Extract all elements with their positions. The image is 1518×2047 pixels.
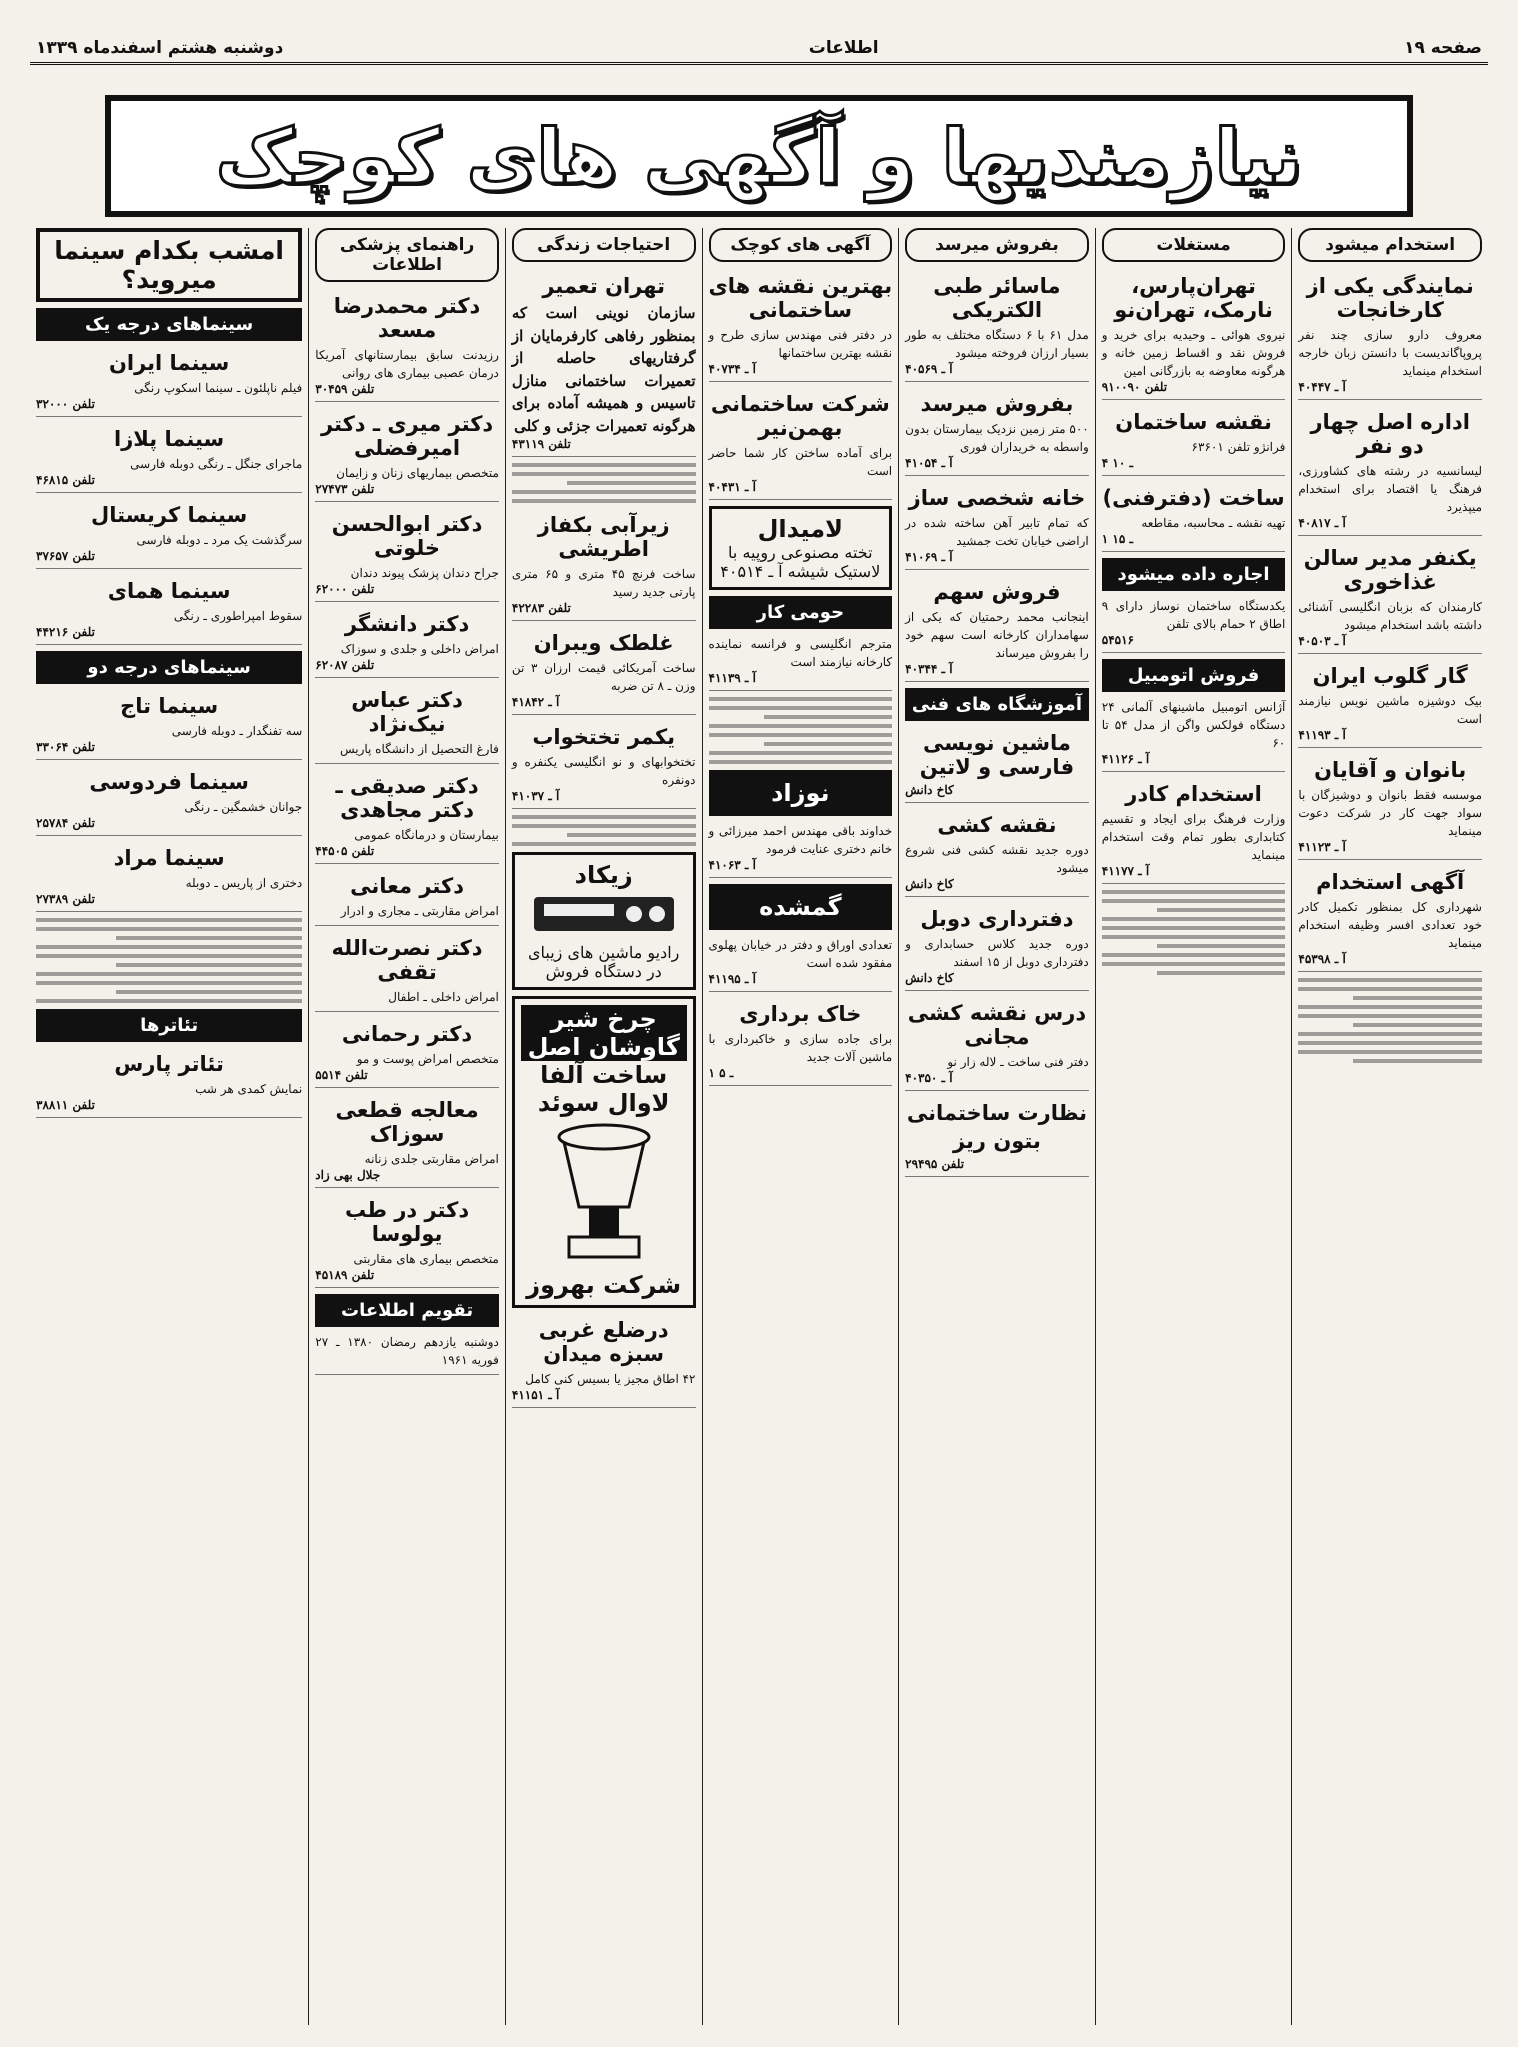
- ad-title: تئاتر پارس: [114, 1052, 224, 1076]
- column-medical-guide: [308, 228, 505, 2025]
- ad-text: دوشنبه یازدهم رمضان ۱۳۸۰ ـ ۲۷ فوریه ۱۹۶۱: [315, 1335, 499, 1367]
- text-lines: [709, 697, 893, 764]
- ad-title: دکتر صدیقی ـ دکتر مجاهدی: [335, 774, 479, 822]
- ad-title: زیرآبی بکفاز اطریشی: [537, 513, 670, 561]
- ad-item: [1298, 406, 1482, 536]
- ad-text: مترجم انگلیسی و فرانسه نماینده کارخانه نیازمند است: [708, 637, 893, 669]
- ad-code: تلفن ۳۷۶۵۷: [36, 549, 95, 563]
- ad-code: ۱ ـ ۱۵: [1101, 532, 1133, 546]
- ad-text: ۵۰۰ متر زمین نزدیک بیمارستان بدون واسطه به خریداران فوری: [905, 422, 1089, 454]
- ad-title: ماسائر طبی الکتریکی: [933, 274, 1061, 322]
- ad-code: آ ـ ۴۰۳۵۰: [905, 1071, 953, 1085]
- ad-box: [512, 996, 696, 1308]
- cinema-listing: [36, 690, 302, 760]
- ad-item: [315, 770, 499, 864]
- ad-item: [512, 721, 696, 809]
- ad-title: بفروش میرسد: [920, 392, 1074, 416]
- ad-title: زیکاد: [574, 861, 633, 889]
- text-lines: [512, 815, 696, 846]
- ad-title: ساخت (دفترفنی): [1102, 486, 1285, 510]
- ad-title: دکتر ابوالحسن خلوتی: [331, 512, 483, 560]
- ad-title: غلطک ویبران: [533, 631, 674, 655]
- ad-item: [512, 627, 696, 715]
- ad-code: تلفن ۴۴۵۰۵: [315, 844, 375, 858]
- ad-item: [1298, 660, 1482, 748]
- ad-code: آ ـ ۴۱۱۹۵: [708, 972, 756, 986]
- ad-text: ۴۲ اطاق مجیز یا بسیس کنی کامل: [525, 1372, 696, 1386]
- ad-code: آ ـ ۴۱۰۵۴: [905, 456, 953, 470]
- ad-item: [1102, 778, 1286, 884]
- ad-text: دختری از پاریس ـ دوبله: [185, 876, 303, 890]
- page-header: [30, 28, 1488, 65]
- ad-item: [1102, 406, 1286, 476]
- ad-code: تلفن ۶۲۰۸۷: [315, 658, 375, 672]
- ad-subtitle: ساخت آلفا لاوال سوئد: [537, 1061, 670, 1117]
- ad-item: [709, 822, 893, 878]
- column-real-estate: [1095, 228, 1292, 2025]
- ad-subtitle: بتون ریز: [952, 1129, 1041, 1153]
- ad-item: [709, 270, 893, 382]
- ad-box-dark: [709, 770, 893, 816]
- ad-code: تلفن ۴۲۲۸۳: [511, 601, 571, 615]
- ad-text: که تمام تابیر آهن ساخته شده در اراضی خیابان تخت جمشید: [905, 516, 1089, 548]
- ad-item: [315, 508, 499, 602]
- ad-item: [315, 1018, 499, 1088]
- ad-box-dark: [709, 884, 893, 930]
- ad-title: دکتر دانشگر: [344, 612, 470, 636]
- ad-item: [512, 270, 696, 457]
- ad-text: بیک دوشیزه ماشین نویس نیازمند است: [1298, 694, 1482, 726]
- ad-item: [1102, 270, 1286, 400]
- ad-text: فارغ التحصیل از دانشگاه پاریس: [339, 742, 499, 756]
- ad-title: استخدام کادر: [1125, 782, 1262, 806]
- ad-code: آ ـ ۴۰۵۰۳: [1298, 634, 1346, 648]
- ad-item: [315, 932, 499, 1012]
- ad-code: آ ـ ۴۱۱۷۷: [1101, 864, 1150, 878]
- ad-code: آ ـ ۴۰۵۱۴: [720, 562, 783, 581]
- ad-title: دکتر نصرت‌الله تقفی: [331, 936, 483, 984]
- text-lines: [1298, 978, 1482, 1063]
- section-bar: آموزشگاه های فنی: [905, 688, 1089, 721]
- ad-title: ماشین نویسی فارسی و لاتین: [919, 731, 1075, 779]
- ad-text: آژانس اتومبیل ماشینهای آلمانی ۲۴ دستگاه فولکس واگن از مدل ۵۴ تا ۶۰: [1101, 700, 1286, 750]
- ad-code: تلفن ۶۲۰۰۰: [315, 582, 375, 596]
- ad-title: نقشه کشی: [937, 813, 1057, 837]
- ad-title: خاک برداری: [739, 1002, 862, 1026]
- ad-item: [315, 608, 499, 678]
- ad-code: تلفن ۲۷۳۸۹: [36, 892, 95, 906]
- ad-text: تهیه نقشه ـ محاسبه، مقاطعه: [1141, 516, 1286, 530]
- cinema-listing: [36, 499, 302, 569]
- column-heading: بفروش میرسد: [905, 228, 1089, 262]
- ad-item: [709, 388, 893, 500]
- ad-text: یکدستگاه ساختمان نوساز دارای ۹ اطاق ۲ حمام بالای تلفن: [1101, 599, 1286, 631]
- ad-text: لیسانسیه در رشته های کشاورزی، فرهنگ یا اقتصاد برای استخدام میپذیرد: [1298, 464, 1482, 514]
- text-lines: [512, 463, 696, 503]
- ad-text: تخته مصنوعی روپیه با لاستیک شیشه: [728, 543, 881, 581]
- ad-code: تلفن ۲۹۴۹۵: [905, 1157, 965, 1171]
- section-bar: سینماهای درجه دو: [36, 651, 302, 684]
- ad-title: دکتر در طب یولوسا: [345, 1198, 470, 1246]
- section-bar: تئاترها: [36, 1009, 302, 1042]
- ad-text: دوره جدید نقشه کشی فنی شروع میشود: [905, 843, 1089, 875]
- ad-code: کاخ دانش: [905, 783, 954, 797]
- ad-code: تلفن ۳۸۸۱۱: [36, 1098, 95, 1112]
- ad-title: درضلع غربی سبزه میدان: [538, 1318, 669, 1366]
- ad-code: کاخ دانش: [905, 971, 954, 985]
- ad-title: گمشده: [759, 893, 842, 921]
- ad-title: فروش سهم: [933, 580, 1061, 604]
- ad-code: آ ـ ۴۱۰۳۷: [511, 789, 560, 803]
- ad-item: [315, 870, 499, 926]
- ad-text: سازمان نوینی است که بمنظور رفاهی کارفرمایان از گرفتاریهای حاصله از تعمیرات ساختمانی منازل تاسیس و همیشه آماده برای هرگونه تعمیرات جزئی و کلی: [511, 304, 696, 435]
- section-bar: فروش اتومبیل: [1102, 659, 1286, 692]
- ad-code: تلفن ۴۵۱۸۹: [315, 1268, 375, 1282]
- ad-code: آ ـ ۴۰۷۳۴: [708, 362, 756, 376]
- ad-code: تلفن ۲۷۴۷۳: [315, 482, 375, 496]
- ad-text: ساخت آمریکائی قیمت ارزان ۳ تن وزن ـ ۸ تن ضربه: [511, 661, 696, 693]
- ad-code: تلفن ۵۵۱۴: [315, 1068, 368, 1082]
- ad-text: جراح دندان پزشک پیوند دندان: [350, 566, 499, 580]
- ad-item: [315, 290, 499, 402]
- newspaper-name: اطلاعات: [808, 38, 879, 58]
- column-heading: راهنمای پزشکی اطلاعات: [315, 228, 499, 282]
- ad-text: بیمارستان و درمانگاه عمومی: [354, 828, 499, 842]
- ad-title: دکتر عباس نیک‌نژاد: [351, 688, 463, 736]
- ad-title: دفترداری دوبل: [920, 907, 1074, 931]
- ad-code: ۵۴۵۱۶: [1101, 633, 1134, 647]
- ad-item: [1102, 482, 1286, 552]
- ad-text: متخصص امراض پوست و مو: [356, 1052, 499, 1066]
- ad-text: برای آماده ساختن کار شما حاضر است: [708, 446, 893, 478]
- ad-code: آ ـ ۴۱۱۹۳: [1298, 728, 1346, 742]
- ad-text: متخصص بیماریهای زنان و زایمان: [336, 466, 499, 480]
- ad-code: آ ـ ۴۱۸۴۲: [511, 695, 560, 709]
- ad-code: تلفن ۳۰۴۵۹: [315, 382, 375, 396]
- ad-title: نوزاد: [771, 779, 830, 807]
- ad-item: [1298, 754, 1482, 860]
- ad-title: سینما فردوسی: [89, 770, 249, 794]
- ad-code: تلفن ۴۴۲۱۶: [36, 625, 95, 639]
- section-bar: اجاره داده میشود: [1102, 558, 1286, 591]
- cinema-listing: [36, 1048, 302, 1118]
- ad-title: دکتر معانی: [350, 874, 464, 898]
- ad-title: یکنفر مدیر سالن غذاخوری: [1303, 546, 1477, 594]
- ad-code: تلفن ۴۳۱۱۹: [511, 437, 571, 451]
- ad-code: آ ـ ۴۰۴۳۱: [708, 480, 756, 494]
- column-small-ads: [702, 228, 899, 2025]
- ad-title: شرکت ساختمانی بهمن‌نیر: [710, 392, 890, 440]
- column-heading: استخدام میشود: [1298, 228, 1482, 262]
- ad-company: شرکت بهروز: [526, 1271, 682, 1299]
- ad-item: [905, 809, 1089, 897]
- columns-container: [30, 228, 1488, 2025]
- text-lines: [1102, 890, 1286, 975]
- ad-title: سینما مراد: [113, 846, 225, 870]
- ad-title: آگهی استخدام: [1316, 870, 1465, 894]
- ad-text: دوره جدید کلاس حسابداری و دفترداری دوبل از ۱۵ اسفند: [905, 937, 1089, 969]
- ad-text: فرانژو تلفن ۶۳۶۰۱: [1191, 440, 1286, 454]
- ad-code: آ ـ ۴۱۱۲۳: [1298, 840, 1346, 854]
- page-number: صفحه ۱۹: [1404, 38, 1482, 58]
- ad-text: سه تفنگدار ـ دوبله فارسی: [171, 724, 303, 738]
- ad-text: رادیو ماشین های زیبای در دستگاه فروش: [528, 943, 680, 981]
- column-cinema: [30, 228, 308, 2025]
- ad-text: نمایش کمدی هر شب: [195, 1082, 303, 1096]
- ad-code: آ ـ ۴۱۰۶۳: [708, 858, 756, 872]
- ad-text: دفتر فنی ساخت ـ لاله زار نو: [947, 1055, 1089, 1069]
- section-bar: حومی کار: [709, 596, 893, 629]
- ad-box: [512, 852, 696, 990]
- ad-item: [1102, 597, 1286, 653]
- ad-code: آ ـ ۴۰۸۱۷: [1298, 516, 1346, 530]
- ad-title: سینما همای: [107, 579, 231, 603]
- ad-text: در دفتر فنی مهندس سازی طرح و نقشه بهترین ساختمانها: [708, 328, 893, 360]
- ad-text: خداوند باقی مهندس احمد میرزائی و خانم دختری عنایت فرمود: [708, 824, 893, 856]
- ad-item: [905, 1097, 1089, 1177]
- ad-text: ساخت فرنچ ۴۵ متری و ۶۵ متری پارتی جدید رسید: [511, 567, 696, 599]
- ad-item: [905, 727, 1089, 803]
- ad-code: آ ـ ۴۰۴۴۷: [1298, 380, 1346, 394]
- ad-title: یکمر تختخواب: [532, 725, 676, 749]
- column-heading: احتیاجات زندگی: [512, 228, 696, 262]
- ad-code: آ ـ ۴۱۱۲۶: [1101, 752, 1150, 766]
- ad-item: [315, 684, 499, 764]
- ad-item: [1298, 866, 1482, 972]
- ad-item: [905, 388, 1089, 476]
- ad-item: [1102, 698, 1286, 772]
- ad-title: لامیدال: [757, 515, 844, 543]
- cinema-listing: [36, 347, 302, 417]
- ad-code: تلفن ۲۵۷۸۴: [36, 816, 95, 830]
- ad-code: آ ـ ۴۱۰۶۹: [905, 550, 953, 564]
- ad-title: نقشه ساختمان: [1115, 410, 1272, 434]
- ad-title: سینما کریستال: [90, 503, 248, 527]
- section-bar: تقویم اطلاعات: [315, 1294, 499, 1327]
- ad-text: جوانان خشمگین ـ رنگی: [184, 800, 303, 814]
- ad-title: بهترین نقشه های ساختمانی: [708, 274, 893, 322]
- cinema-heading: امشب بکدام سینما میروید؟: [36, 228, 302, 302]
- ad-item: [905, 903, 1089, 991]
- ad-title: دکتر محمدرضا مسعد: [333, 294, 481, 342]
- cinema-listing: [36, 575, 302, 645]
- ad-text: امراض مقاربتی جلدی زنانه: [364, 1152, 499, 1166]
- ad-title: سینما تاج: [120, 694, 219, 718]
- ad-code: ۴ ـ ۱۰: [1101, 456, 1133, 470]
- ad-item: [512, 1314, 696, 1408]
- ad-code: آ ـ ۴۱۱۵۱: [511, 1388, 560, 1402]
- ad-item: [315, 1333, 499, 1375]
- cinema-listing: [36, 766, 302, 836]
- ad-title: نمایندگی یکی از کارخانجات: [1306, 274, 1474, 322]
- ad-title: معالجه قطعی سوزاک: [335, 1098, 479, 1146]
- ad-title: درس نقشه کشی مجانی: [907, 1001, 1087, 1049]
- cream-separator-icon: [534, 1117, 674, 1267]
- ad-title: بانوان و آقایان: [1314, 758, 1467, 782]
- banner-title: نیازمندیها و آگهی های کوچک: [215, 111, 1303, 201]
- ad-text: تختخوابهای و نو انگلیسی یکنفره و دونفره: [511, 755, 696, 787]
- ad-code: تلفن ۴۶۸۱۵: [36, 473, 95, 487]
- ad-text: کارمندان که بزبان انگلیسی آشنائی داشته باشد استخدام میشود: [1298, 600, 1482, 632]
- ad-code: تلفن ۳۳۰۶۴: [36, 740, 95, 754]
- ad-text: متخصص بیماری های مقاربتی: [353, 1252, 499, 1266]
- ad-text: معروف دارو سازی چند نفر پروپاگاندیست با دانستن زبان خارجه استخدام مینماید: [1298, 328, 1482, 378]
- ad-code: جلال بهی زاد: [315, 1168, 381, 1182]
- ad-code: آ ـ ۴۰۳۴۴: [905, 662, 953, 676]
- ad-title: سینما ایران: [108, 351, 230, 375]
- ad-title: خانه شخصی ساز: [908, 486, 1086, 510]
- ad-title: سینما پلازا: [114, 427, 225, 451]
- ad-text: فیلم ناپلئون ـ سینما اسکوپ رنگی: [134, 381, 303, 395]
- ad-item: [315, 1094, 499, 1188]
- ad-code: آ ـ ۴۵۳۹۸: [1298, 952, 1346, 966]
- issue-date: دوشنبه هشتم اسفندماه ۱۳۳۹: [36, 38, 284, 58]
- ad-code: آ ـ ۴۰۵۶۹: [905, 362, 953, 376]
- ad-text: سرگذشت یک مرد ـ دوبله فارسی: [136, 533, 303, 547]
- ad-item: [709, 635, 893, 691]
- cinema-listing: [36, 423, 302, 493]
- ad-title: دکتر رحمانی: [341, 1022, 473, 1046]
- ad-text: برای جاده سازی و خاکبرداری با ماشین آلات جدید: [708, 1032, 893, 1064]
- column-for-sale: [898, 228, 1095, 2025]
- ad-text: امراض مقاربتی ـ مجاری و ادرار: [340, 904, 499, 918]
- ad-text: اینجانب محمد رحمتیان که یکی از سهامداران کارخانه است سهم خود را بفروش میرساند: [905, 610, 1089, 660]
- column-heading: آگهی های کوچک: [709, 228, 893, 262]
- ad-item: [709, 998, 893, 1086]
- ad-title: اداره اصل چهار دو نفر: [1310, 410, 1470, 458]
- ad-text: ماجرای جنگل ـ رنگی دوبله فارسی: [130, 457, 303, 471]
- ad-item: [905, 997, 1089, 1091]
- ad-text: وزارت فرهنگ برای ایجاد و تقسیم کتابداری بطور تمام وقت استخدام مینماید: [1101, 812, 1286, 862]
- ad-item: [905, 482, 1089, 570]
- ad-code: کاخ دانش: [905, 877, 954, 891]
- ad-text: شهرداری کل بمنظور تکمیل کادر خود تعدادی افسر وظیفه استخدام مینماید: [1298, 900, 1482, 950]
- text-lines: [36, 918, 302, 1003]
- ad-title: گار گلوب ایران: [1312, 664, 1468, 688]
- ad-box: [709, 506, 893, 590]
- ad-item: [512, 509, 696, 621]
- ad-text: رزیدنت سابق بیمارستانهای آمریکا درمان عصبی بیماری های روانی: [315, 348, 499, 380]
- ad-code: آ ـ ۴۱۱۳۹: [708, 671, 756, 685]
- ad-text: مدل ۶۱ با ۶ دستگاه مختلف به طور بسیار ارزان فروخته میشود: [905, 328, 1089, 360]
- ad-title: چرخ شیر گاوشان اصل: [521, 1005, 687, 1061]
- ad-text: سقوط امپراطوری ـ رنگی: [173, 609, 303, 623]
- column-heading: مستغلات: [1102, 228, 1286, 262]
- classifieds-banner: [105, 95, 1413, 217]
- ad-text: تعدادی اوراق و دفتر در خیابان پهلوی مفقود شده است: [708, 938, 893, 970]
- ad-code: تلفن ۳۲۰۰۰: [36, 397, 95, 411]
- ad-text: امراض داخلی و جلدی و سوزاک: [340, 642, 499, 656]
- ad-item: [315, 1194, 499, 1288]
- car-radio-icon: [529, 889, 679, 939]
- ad-item: [905, 270, 1089, 382]
- ad-text: امراض داخلی ـ اطفال: [388, 990, 499, 1004]
- column-employment: [1291, 228, 1488, 2025]
- ad-item: [315, 408, 499, 502]
- ad-text: نیروی هوائی ـ وحیدیه برای خرید و فروش نقد و اقساط زمین خانه و هرگونه معاوضه به بازرگانی امین: [1101, 328, 1286, 378]
- ad-item: [1298, 270, 1482, 400]
- ad-title: دکتر میری ـ دکتر امیرفضلی: [320, 412, 494, 460]
- ad-item: [1298, 542, 1482, 654]
- cinema-listing: [36, 842, 302, 912]
- ad-code: تلفن ۹۱۰۰۹۰: [1101, 380, 1168, 394]
- ad-item: [709, 936, 893, 992]
- ad-item: [905, 576, 1089, 682]
- ad-code: ۱ ـ ۵: [708, 1066, 734, 1080]
- section-bar: سینماهای درجه یک: [36, 308, 302, 341]
- ad-text: موسسه فقط بانوان و دوشیزگان با سواد جهت کار در شرکت دعوت مینماید: [1298, 788, 1482, 838]
- ad-title: تهران تعمیر: [542, 274, 666, 298]
- ad-title: نظارت ساختمانی: [906, 1101, 1087, 1125]
- column-living-needs: [505, 228, 702, 2025]
- ad-title: تهران‌پارس، نارمک، تهران‌نو: [1114, 274, 1273, 322]
